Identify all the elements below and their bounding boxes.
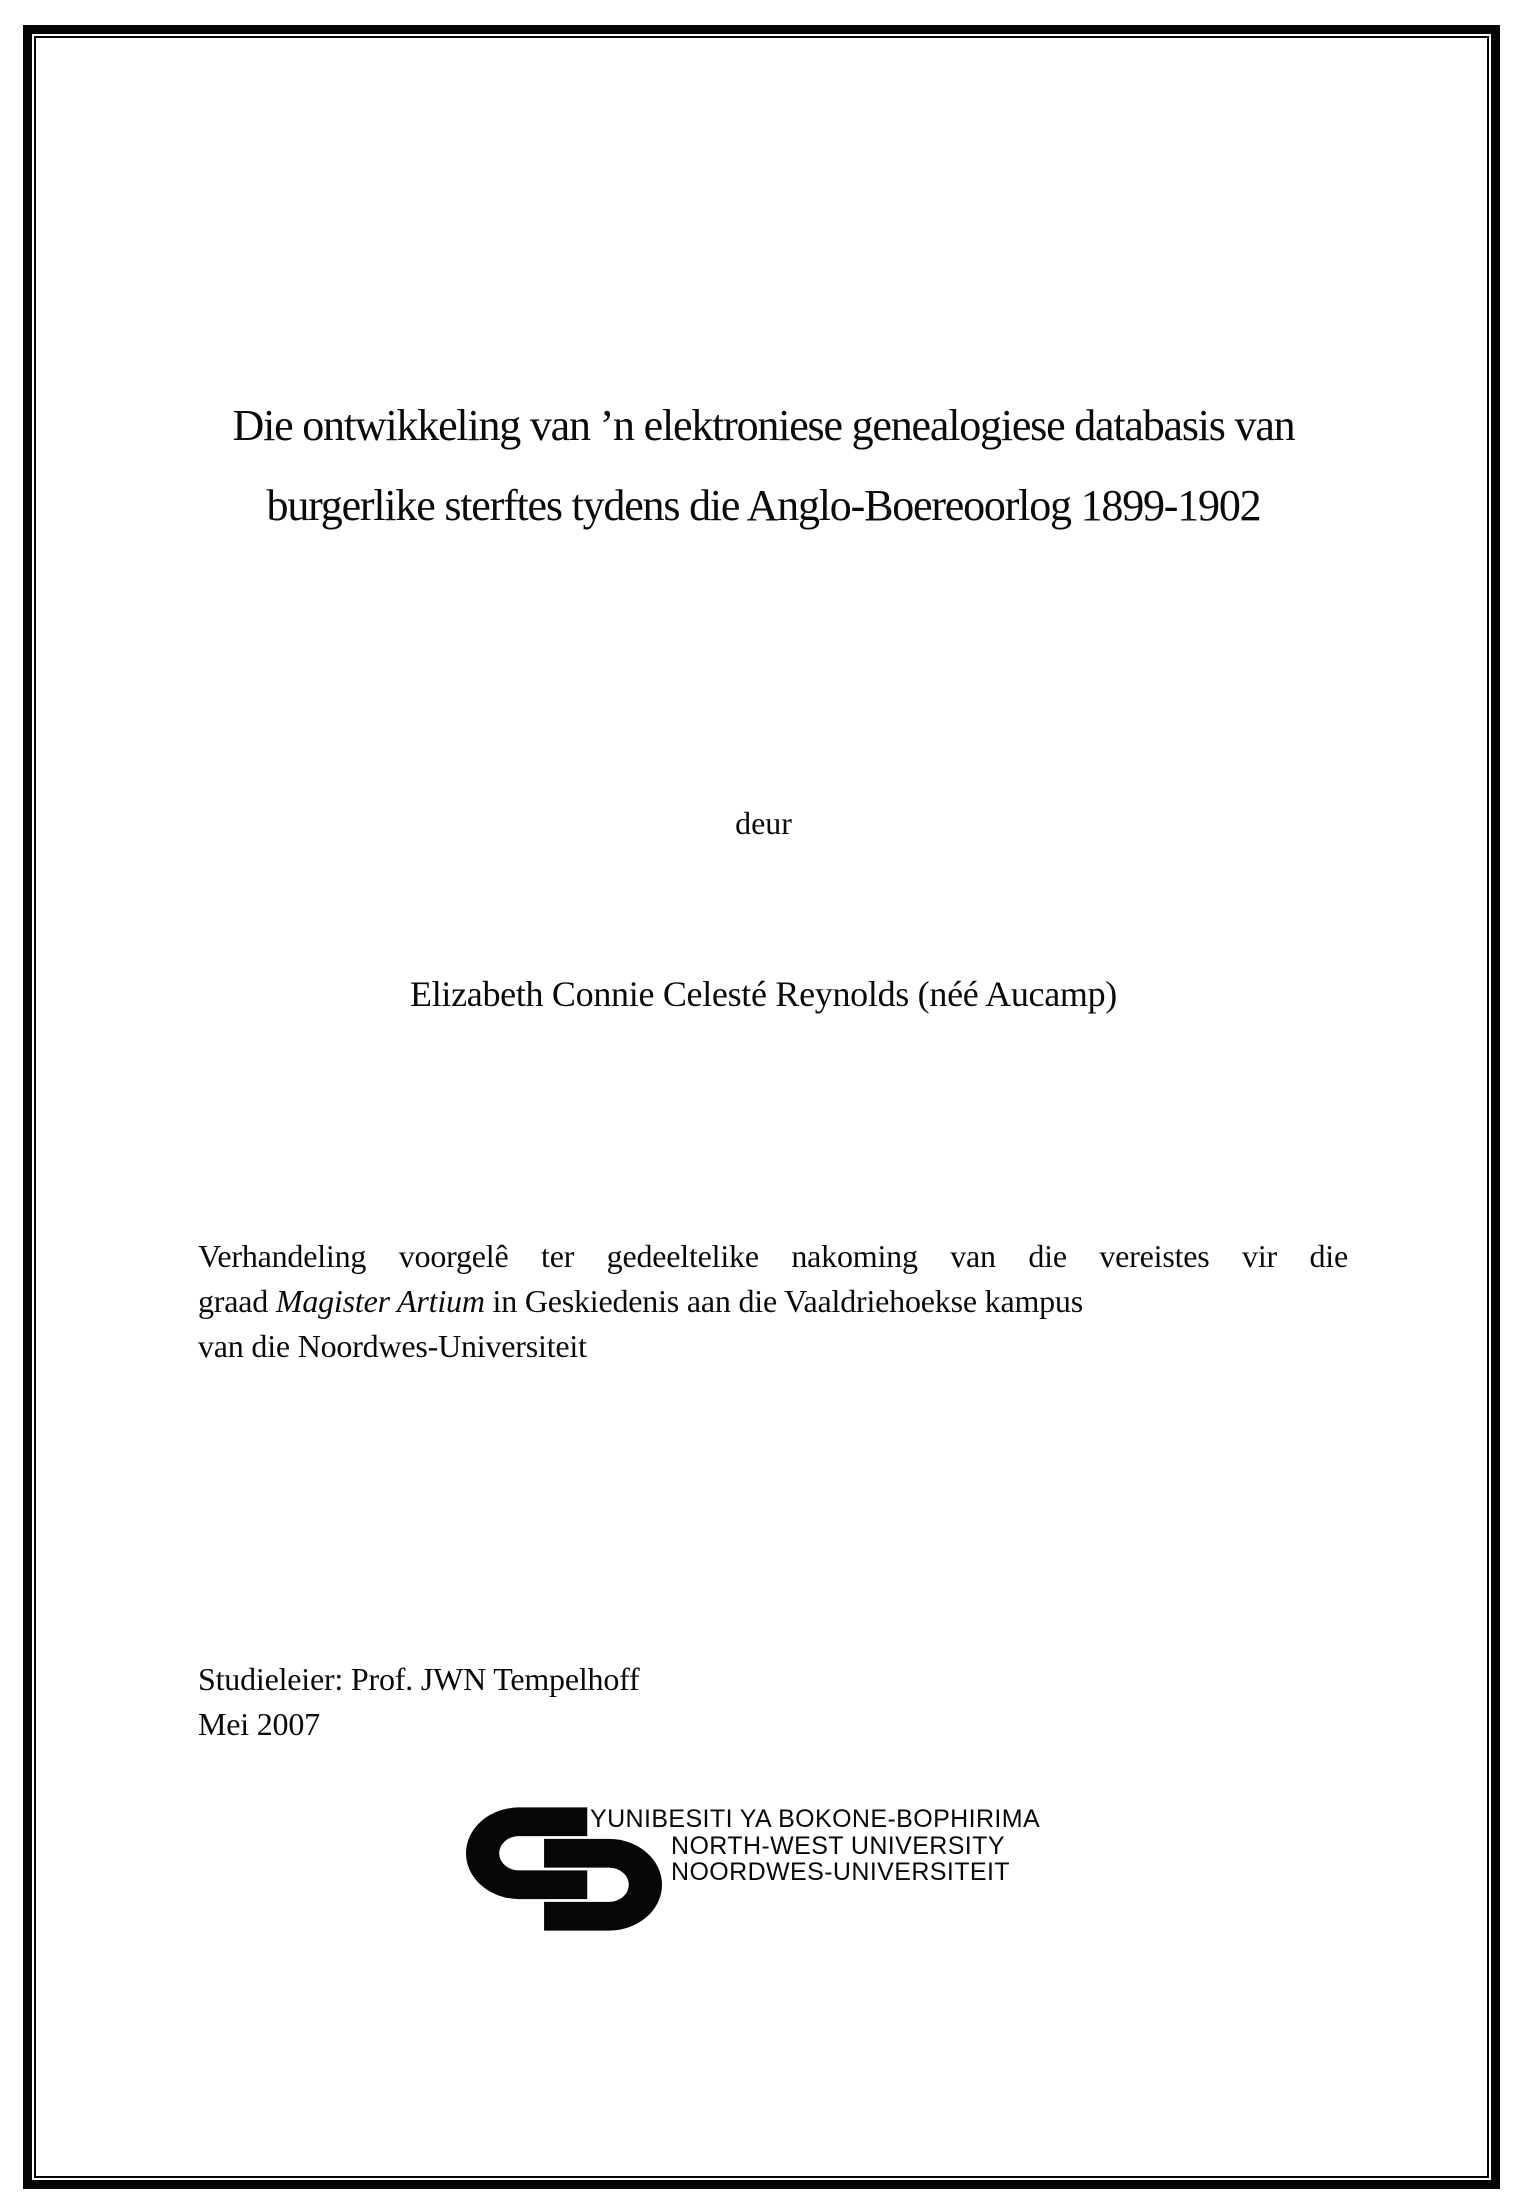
date-line: Mei 2007 bbox=[198, 1706, 320, 1742]
logo-text-english: NORTH-WEST UNIVERSITY bbox=[671, 1832, 1005, 1860]
submission-line2-prefix: graad bbox=[198, 1283, 276, 1319]
supervisor-line: Studieleier: Prof. JWN Tempelhoff bbox=[198, 1661, 640, 1697]
logo-text-afrikaans: NOORDWES-UNIVERSITEIT bbox=[671, 1858, 1010, 1886]
university-logo bbox=[466, 1804, 1106, 1954]
submission-statement bbox=[198, 1234, 1348, 1369]
thesis-title bbox=[120, 386, 1407, 546]
submission-line2-suffix: in Geskiedenis aan die Vaaldriehoekse kampus bbox=[484, 1283, 1083, 1319]
byline-label: deur bbox=[735, 805, 792, 841]
degree-name-italic: Magister Artium bbox=[275, 1283, 485, 1319]
thesis-title-line1: Die ontwikkeling van ’n elektroniese genealogiese databasis van bbox=[232, 401, 1295, 450]
submission-line1: Verhandeling voorgelê ter gedeeltelike nakoming van die vereistes vir die bbox=[198, 1238, 1348, 1274]
submission-line3: van die Noordwes-Universiteit bbox=[198, 1328, 587, 1364]
supervisor-block bbox=[198, 1657, 1348, 1747]
logo-text-setswana: YUNIBESITI YA BOKONE-BOPHIRIMA bbox=[590, 1805, 1041, 1833]
thesis-title-line2: burgerlike sterftes tydens die Anglo-Boereoorlog 1899-1902 bbox=[266, 481, 1261, 530]
author-name: Elizabeth Connie Celesté Reynolds (néé Aucamp) bbox=[410, 974, 1117, 1014]
submission-line2 bbox=[198, 1279, 1348, 1324]
